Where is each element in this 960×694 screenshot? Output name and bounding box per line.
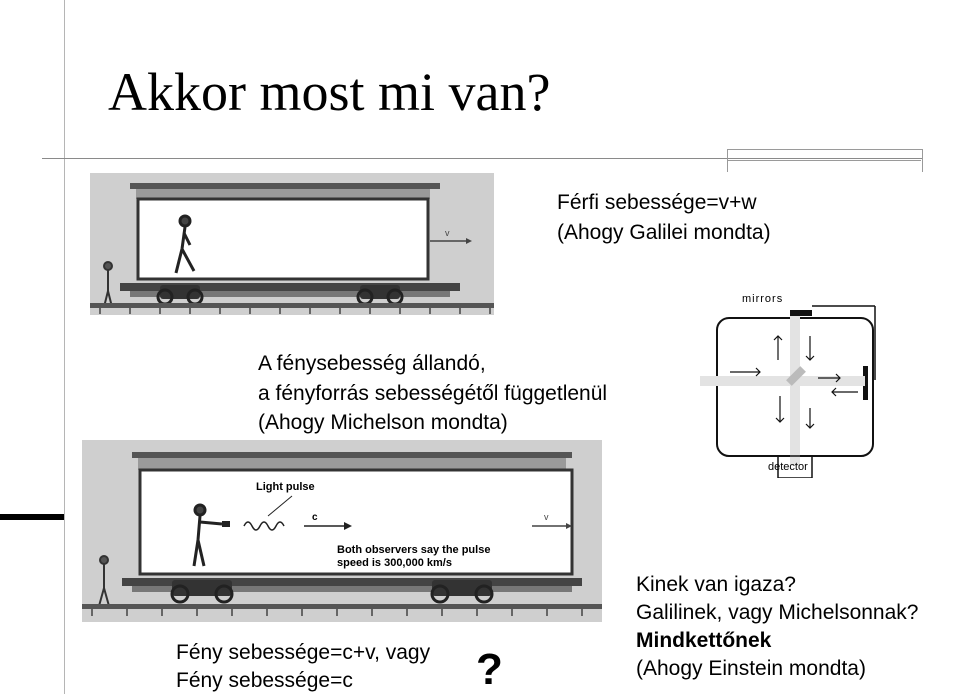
left-rule [64, 0, 65, 694]
train-walking-man-illustration [90, 173, 494, 315]
caption-line-1: Both observers say the pulse [337, 544, 491, 556]
top-velocity-label: v [445, 228, 450, 238]
answer-line-3: Mindkettőnek [636, 629, 772, 652]
bottom-velocity-label: v [544, 512, 549, 522]
answer-line-1: Kinek van igaza? [636, 573, 796, 596]
michelson-line-3: (Ahogy Michelson mondta) [258, 411, 508, 434]
corner-box-divider [727, 160, 921, 161]
answer-line-2: Galilinek, vagy Michelsonnak? [636, 601, 919, 624]
galilei-line-2: (Ahogy Galilei mondta) [557, 221, 771, 244]
michelson-line-1: A fénysebesség állandó, [258, 352, 486, 375]
caption-line-2: speed is 300,000 km/s [337, 557, 452, 569]
mirrors-label: mirrors [742, 293, 784, 305]
left-accent-bar [0, 514, 64, 520]
interferometer-diagram [700, 288, 890, 478]
c-label: c [312, 512, 318, 523]
train-light-pulse-illustration [82, 440, 602, 622]
light-pulse-label: Light pulse [256, 481, 315, 493]
slide-title: Akkor most mi van? [108, 62, 551, 122]
answer-line-4: (Ahogy Einstein mondta) [636, 657, 866, 680]
question-mark: ? [476, 645, 503, 694]
question-line-1: Fény sebessége=c+v, vagy [176, 641, 431, 664]
galilei-line-1: Férfi sebessége=v+w [557, 191, 757, 214]
question-line-2: Fény sebessége=c [176, 669, 353, 692]
michelson-line-2: a fényforrás sebességétől függetlenül [258, 382, 608, 405]
detector-label: detector [768, 461, 808, 473]
